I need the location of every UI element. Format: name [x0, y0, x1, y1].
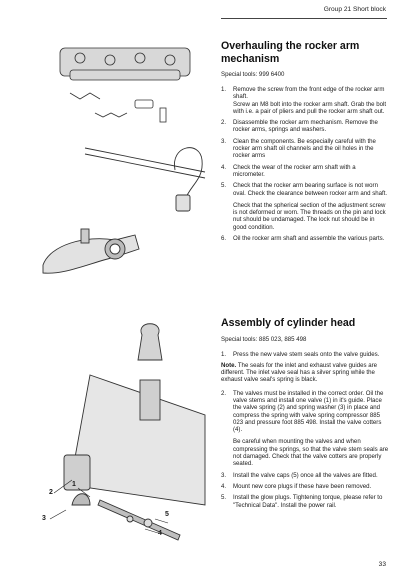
list-item: 4. Check the wear of the rocker arm shaft with a micrometer. — [221, 163, 356, 178]
note-paragraph: Note. The seals for the inlet and exhaust valve guides are different. The inlet valve seal has a silver spring while the exhaust valve seal's spring is black. — [221, 361, 378, 384]
cylinder-head-steps-b — [221, 390, 389, 509]
section-cylinder-head — [221, 317, 389, 513]
section-rocker-arm — [221, 40, 389, 246]
list-item: 5. Install the glow plugs. Tightening torque, please refer to "Technical Data". Install the power rail. — [221, 494, 383, 509]
rocker-arm-steps — [221, 86, 389, 242]
list-item: 3. Install the valve caps (5) once all the valves are fitted. — [221, 471, 378, 479]
callout-5: 5 — [165, 511, 169, 518]
page-number: 33 — [378, 561, 386, 568]
list-item: 2. Disassemble the rocker arm mechanism. Remove the rocker arms, springs and washers. — [221, 119, 378, 134]
list-item: 3. Clean the components. Be especially careful with the rocker arm shaft oil channels and the oil holes in the rocker arms — [221, 137, 376, 160]
callout-4: 4 — [158, 530, 162, 537]
section-title-cylinder-head: Assembly of cylinder head — [221, 317, 356, 329]
list-item: 6. Oil the rocker arm shaft and assemble the various parts. — [221, 235, 385, 243]
micrometer-illustration — [80, 140, 210, 215]
section-title-rocker-arm: Overhauling the rocker arm mechanism — [221, 40, 360, 65]
header-label: Group 21 Short block — [323, 6, 386, 13]
list-item: 4. Mount new core plugs if these have been removed. — [221, 482, 372, 490]
callout-1: 1 — [72, 481, 76, 488]
header-rule — [221, 18, 387, 19]
list-item: 1. Remove the screw from the front edge of the rocker arm shaft. Screw an M8 bolt into the rocker arm shaft. Grab the bolt with i.e. a pair of pliers and pull the rocker arm shaft out. — [221, 86, 387, 115]
rocker-arm-parts-illustration — [40, 38, 210, 133]
valve-assembly-illustration — [30, 305, 210, 545]
list-item: 5. Check that the rocker arm bearing surface is not worn oval. Check the clearance between rocker arm and shaft. Check that the spherical section of the adjustment screw is not deformed or worn. The threads on the pin and lock nut should be undamaged. The lock nut should be in good condition. — [221, 182, 388, 231]
cylinder-head-steps-a — [221, 351, 389, 358]
list-item: 2. The valves must be installed in the correct order. Oil the valve stems and install one valve (1) in it's guide. Place the valve spring (2) and spring washer (3) in place and compress the spring with valve spring compressor 885 023 and pressure foot 885 498. Install the valve cotters (4). Be careful when mounting the valves and when compressing the springs, so that the valve stem seals are not damaged. Check that the valve cotters are properly seated. — [221, 389, 389, 468]
callout-3: 3 — [42, 515, 46, 522]
callout-2: 2 — [49, 489, 53, 496]
rocker-arm-illustration — [35, 215, 145, 285]
list-item: 1. Press the new valve stem seals onto the valve guides. — [221, 350, 380, 358]
special-tools-cylinder-head: Special tools: 885 023, 885 498 — [221, 335, 307, 343]
special-tools-rocker-arm: Special tools: 999 6400 — [221, 71, 285, 78]
